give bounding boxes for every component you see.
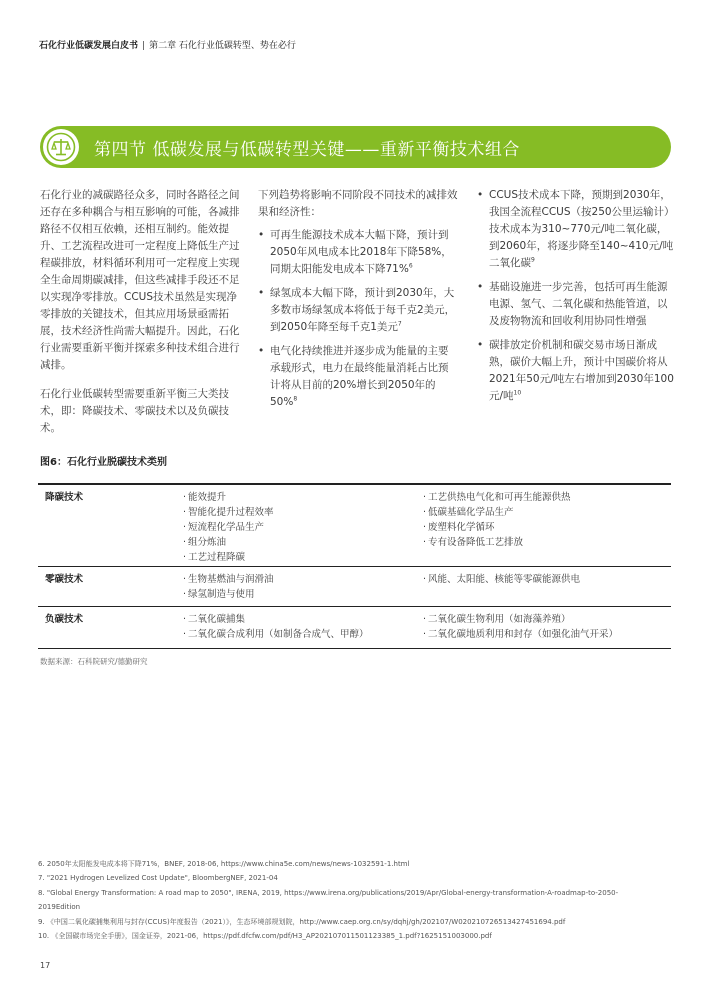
list-item: • 碳排放定价机制和碳交易市场日渐成熟，碳价大幅上升，预计中国碳价将从2021年50元/吨左右增加到2030年100元/吨$^{10}$ — [477, 337, 677, 405]
row-label: 负碳技术 — [45, 614, 84, 625]
footnote: 6. 2050年太阳能发电成本将下降71%，BNEF, 2018-06, https://www.china5e.com/news/news-1032591-1.html — [38, 860, 410, 868]
footnote: 9. 《中国二氧化碳捕集利用与封存(CCUS)年度报告（2021）》，生态环境部规划院，http://www.caep.org.cn/sy/dqhj/gh/202107/W020210726513427451694.pdf — [38, 917, 566, 926]
paragraph: 下列趋势将影响不同阶段不同技术的减排效果和经济性： — [258, 189, 458, 218]
trend-list — [258, 227, 458, 411]
figure-source: 数据来源：石科院研究/德勤研究 — [40, 657, 148, 666]
list-item: • 可再生能源技术成本大幅下降，预计到2050年风电成本比2018年下降58%，同期太阳能发电成本下降71%$^6$ — [258, 227, 458, 278]
footnotes — [38, 857, 688, 943]
trend-list — [477, 187, 677, 405]
list-item: • 绿氢成本大幅下降，预计到2030年，大多数市场绿氢成本将低于每千克2美元，到2050年降至每千克1美元$^7$ — [258, 285, 458, 336]
section-banner — [40, 126, 671, 168]
running-header — [39, 38, 296, 51]
table-cell: · 能效提升 · 智能化提升过程效率 · 短流程化学品生产 · 组分炼油 · 工艺过程降碳 — [183, 485, 423, 566]
list-item: • CCUS技术成本下降，预期到2030年，我国全流程CCUS（按250公里运输计）技术成本为310~770元/吨二氧化碳，到2060年，将逐步降至140~410元/吨二氧化碳$^9$ — [477, 187, 677, 272]
table-cell: · 生物基燃油与润滑油 · 绿氢制造与使用 — [183, 567, 423, 606]
footnote-ref: 10 — [513, 389, 522, 397]
table-cell: · 风能、太阳能、核能等零碳能源供电 — [423, 567, 671, 606]
footnote-ref: 9 — [531, 256, 535, 264]
table-row — [38, 485, 671, 567]
list-item: • 电气化持续推进并逐步成为能量的主要承载形式，电力在最终能量消耗占比预计将从目前的20%增长到2050年的50%$^8$ — [258, 343, 458, 411]
footnote: 10. 《全国碳市场完全手册》，国金证券，2021-06，https://pdf.dfcfw.com/pdf/H3_AP202107011501123385_1.pdf?1625151003000.pdf — [38, 932, 492, 941]
footnote: 8. "Global Energy Transformation: A road map to 2050", IRENA, 2019, https://www.irena.org/publications/2019/Apr/Global-energy-transformation-A-roadmap-to-2050- — [38, 888, 619, 897]
footnote: 7. "2021 Hydrogen Levelized Cost Update", BloombergNEF, 2021-04 — [38, 874, 278, 883]
row-label: 零碳技术 — [45, 574, 84, 585]
table-row — [38, 607, 671, 649]
book-title: 石化行业低碳发展白皮书 — [39, 41, 139, 51]
technology-table — [38, 483, 671, 649]
balance-scale-icon — [43, 129, 79, 165]
table-cell: · 二氧化碳捕集 · 二氧化碳合成利用（如制备合成气、甲醇） — [183, 607, 423, 648]
row-label: 降碳技术 — [45, 492, 84, 503]
section-title: 第四节 低碳发展与低碳转型关键——重新平衡技术组合 — [94, 140, 520, 160]
body-column-1 — [40, 187, 240, 449]
body-column-2 — [258, 187, 458, 418]
page-number: 17 — [40, 961, 51, 970]
header-separator: | — [142, 41, 146, 51]
paragraph: 石化行业低碳转型需要重新平衡三大类技术，即：降碳技术、零碳技术以及负碳技术。 — [40, 388, 229, 434]
footnote: 2019Edition — [38, 903, 81, 912]
paragraph: 石化行业的减碳路径众多，同时各路径之间还存在多种耦合与相互影响的可能，各减排路径不仅相互依赖，还相互制约。能效提升、工艺流程改进可一定程度上降低生产过程碳排放，材料循环利用可一定程度上实现全生命周期碳减排，但这些减排手段还不足以实现净零排放。CCUS技术虽然是实现净零排放的关键技术，但其应用场景亟需拓展，技术经济性尚需大幅提升。因此，石化行业需要重新平衡并探索多种技术组合进行减排。 — [40, 189, 240, 371]
chapter-title: 第二章 石化行业低碳转型、势在必行 — [149, 41, 296, 51]
table-row — [38, 567, 671, 607]
figure-title: 图6：石化行业脱碳技术类别 — [40, 457, 167, 468]
list-item: • 基础设施进一步完善，包括可再生能源电源、氢气、二氧化碳和热能管道，以及废物物流和回收利用协同性增强 — [477, 279, 677, 330]
footnote-ref: 8 — [293, 395, 298, 403]
table-cell: · 工艺供热电气化和可再生能源供热 · 低碳基础化学品生产 · 废塑料化学循环 · 专有设备降低工艺排放 — [423, 485, 671, 566]
footnote-ref: 7 — [397, 320, 402, 328]
table-cell: · 二氧化碳生物利用（如海藻养殖） · 二氧化碳地质利用和封存（如强化油气开采） — [423, 607, 671, 648]
footnote-ref: 6 — [408, 262, 413, 270]
body-column-3 — [477, 187, 677, 412]
